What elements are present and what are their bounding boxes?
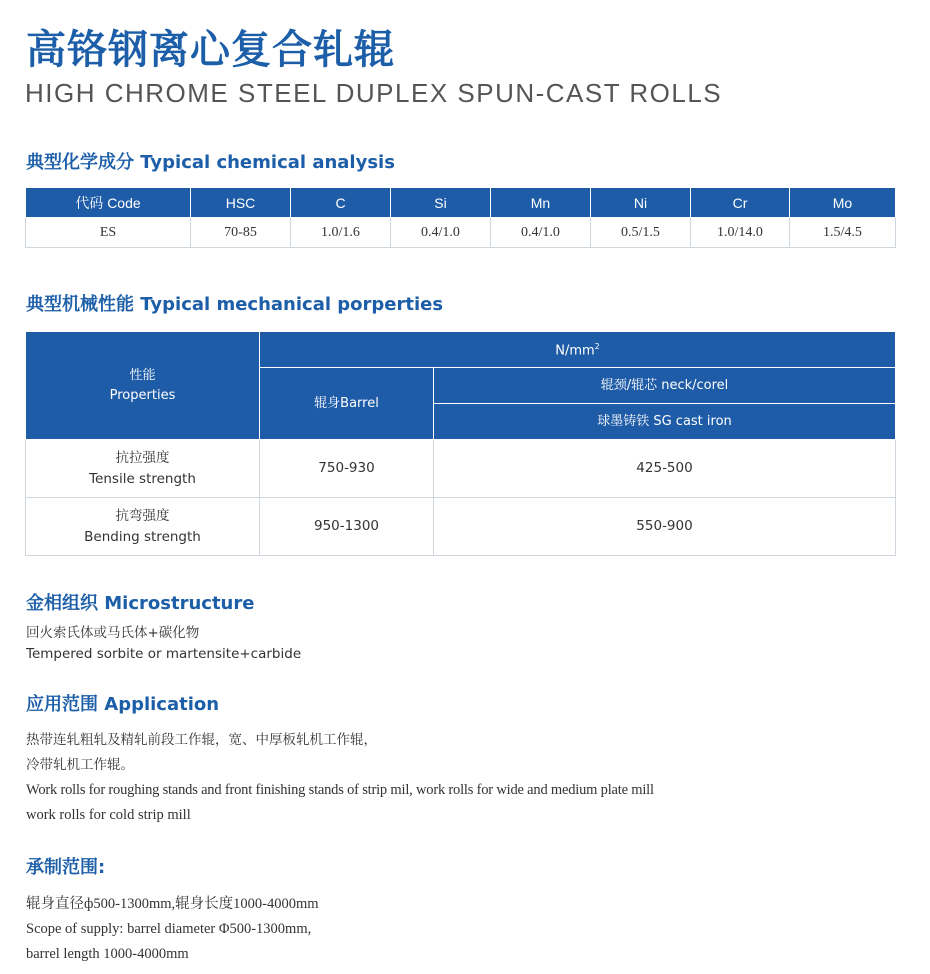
page-subtitle: HIGH CHROME STEEL DUPLEX SPUN-CAST ROLLS <box>25 78 723 108</box>
table-row <box>26 440 896 498</box>
chemical-heading: 典型化学成分 Typical chemical analysis <box>26 152 395 173</box>
cell-mo: 1.5/4.5 <box>790 218 896 248</box>
chemical-header-row <box>26 188 896 218</box>
mechanical-heading: 典型机械性能 Typical mechanical porperties <box>26 294 444 315</box>
unit-superscript: 2 <box>594 342 600 352</box>
chemical-table <box>25 188 896 248</box>
unit-header <box>260 332 896 368</box>
property-cell <box>26 440 260 498</box>
properties-header-en: Properties <box>109 387 176 403</box>
application-text-line: work rolls for cold strip mill <box>26 807 191 823</box>
col-header-mn: Mn <box>491 188 591 218</box>
col-header-mo: Mo <box>790 188 896 218</box>
cell-mn: 0.4/1.0 <box>491 218 591 248</box>
supply-text-line: 辊身直径ф500-1300mm,辊身长度1000-4000mm <box>26 896 319 912</box>
col-header-code: 代码 Code <box>26 188 191 218</box>
cell-code: ES <box>26 218 191 248</box>
col-header-ni: Ni <box>591 188 691 218</box>
application-text-line: 热带连轧粗轧及精轧前段工作辊，宽、中厚板轧机工作辊， <box>26 732 377 748</box>
supply-text-line: Scope of supply: barrel diameter Φ500-1300mm, <box>26 921 312 937</box>
properties-header-cn: 性能 <box>129 367 156 383</box>
microstructure-heading: 金相组织 Microstructure <box>26 593 255 614</box>
table-row <box>26 498 896 556</box>
col-header-c: C <box>291 188 391 218</box>
property-name-en: Bending strength <box>84 528 201 545</box>
cell-cr: 1.0/14.0 <box>691 218 790 248</box>
cell-hsc: 70-85 <box>191 218 291 248</box>
sg-header: 球墨铸铁 SG cast iron <box>434 404 896 440</box>
neck-value: 550-900 <box>434 498 896 556</box>
cell-ni: 0.5/1.5 <box>591 218 691 248</box>
table-row <box>26 218 896 248</box>
mechanical-table <box>25 331 896 556</box>
col-header-cr: Cr <box>691 188 790 218</box>
microstructure-text-cn: 回火索氏体或马氏体+碳化物 <box>26 625 200 641</box>
properties-header <box>26 332 260 440</box>
application-text-line: Work rolls for roughing stands and front finishing stands of strip mil, work rolls for wide and medium plate mill <box>26 782 654 798</box>
property-cell <box>26 498 260 556</box>
application-heading: 应用范围 Application <box>26 694 220 715</box>
property-name-en: Tensile strength <box>89 470 196 487</box>
microstructure-text-en: Tempered sorbite or martensite+carbide <box>26 646 302 662</box>
property-name-cn: 抗拉强度 <box>115 449 170 466</box>
barrel-header: 辊身Barrel <box>260 368 434 440</box>
col-header-hsc: HSC <box>191 188 291 218</box>
application-text-line: 冷带轧机工作辊。 <box>26 757 134 773</box>
neck-header: 辊颈/辊芯 neck/corel <box>434 368 896 404</box>
neck-value: 425-500 <box>434 440 896 498</box>
barrel-value: 950-1300 <box>260 498 434 556</box>
cell-c: 1.0/1.6 <box>291 218 391 248</box>
property-name-cn: 抗弯强度 <box>115 507 170 524</box>
mechanical-header-row <box>26 332 896 368</box>
supply-text-line: barrel length 1000-4000mm <box>26 946 189 962</box>
barrel-value: 750-930 <box>260 440 434 498</box>
supply-heading: 承制范围: <box>26 857 106 878</box>
cell-si: 0.4/1.0 <box>391 218 491 248</box>
page-title: 高铬钢离心复合轧辊 <box>26 27 395 73</box>
col-header-si: Si <box>391 188 491 218</box>
unit-label: N/mm <box>555 343 595 359</box>
